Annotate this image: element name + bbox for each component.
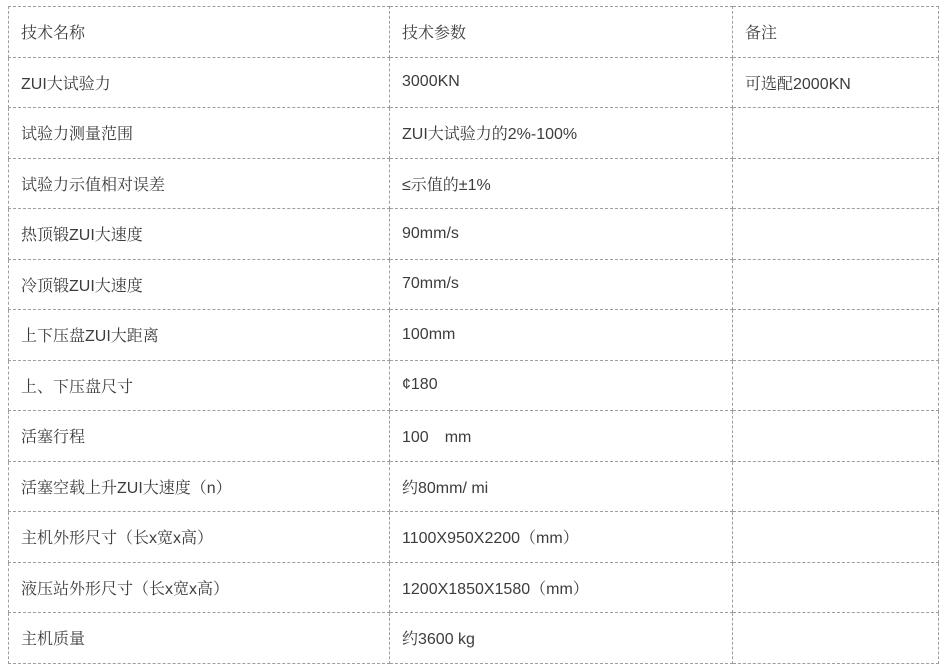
spec-name-cell: 液压站外形尺寸（长x宽x高） (9, 562, 390, 613)
spec-name-cell: 试验力测量范围 (9, 108, 390, 159)
header-tech-name: 技术名称 (9, 7, 390, 58)
table-row (9, 562, 939, 613)
spec-name-cell: 主机质量 (9, 613, 390, 664)
table-header-row (9, 7, 939, 58)
spec-note-cell (733, 310, 939, 361)
spec-note-cell (733, 108, 939, 159)
spec-param-cell: 100mm (390, 310, 733, 361)
spec-name-cell: ZUI大试验力 (9, 57, 390, 108)
spec-note-cell (733, 512, 939, 563)
spec-param-cell: 1100X950X2200（mm） (390, 512, 733, 563)
spec-note-cell (733, 613, 939, 664)
table-row (9, 209, 939, 260)
table-row (9, 360, 939, 411)
spec-name-cell: 活塞空载上升ZUI大速度（n） (9, 461, 390, 512)
spec-note-cell (733, 461, 939, 512)
spec-param-cell: 1200X1850X1580（mm） (390, 562, 733, 613)
spec-note-cell (733, 562, 939, 613)
spec-param-cell: 70mm/s (390, 259, 733, 310)
table-row (9, 57, 939, 108)
spec-table (8, 6, 939, 664)
spec-note-cell (733, 360, 939, 411)
header-note: 备注 (733, 7, 939, 58)
spec-name-cell: 活塞行程 (9, 411, 390, 462)
spec-name-cell: 热顶锻ZUI大速度 (9, 209, 390, 260)
spec-param-cell: 约80mm/ mi (390, 461, 733, 512)
table-row (9, 259, 939, 310)
table-row (9, 108, 939, 159)
spec-name-cell: 主机外形尺寸（长x宽x高） (9, 512, 390, 563)
spec-param-cell: 3000KN (390, 57, 733, 108)
table-row (9, 461, 939, 512)
spec-param-cell: 约3600 kg (390, 613, 733, 664)
spec-table-body (9, 57, 939, 663)
table-row (9, 411, 939, 462)
spec-name-cell: 上下压盘ZUI大距离 (9, 310, 390, 361)
spec-param-cell: ¢180 (390, 360, 733, 411)
spec-param-cell: 90mm/s (390, 209, 733, 260)
header-tech-param: 技术参数 (390, 7, 733, 58)
spec-note-cell (733, 158, 939, 209)
table-row (9, 613, 939, 664)
spec-note-cell (733, 209, 939, 260)
spec-param-cell: 100 mm (390, 411, 733, 462)
spec-note-cell: 可选配2000KN (733, 57, 939, 108)
spec-note-cell (733, 259, 939, 310)
spec-name-cell: 冷顶锻ZUI大速度 (9, 259, 390, 310)
spec-name-cell: 上、下压盘尺寸 (9, 360, 390, 411)
spec-param-cell: ZUI大试验力的2%-100% (390, 108, 733, 159)
spec-name-cell: 试验力示值相对误差 (9, 158, 390, 209)
table-row (9, 512, 939, 563)
spec-note-cell (733, 411, 939, 462)
table-row (9, 310, 939, 361)
table-row (9, 158, 939, 209)
spec-param-cell: ≤示值的±1% (390, 158, 733, 209)
